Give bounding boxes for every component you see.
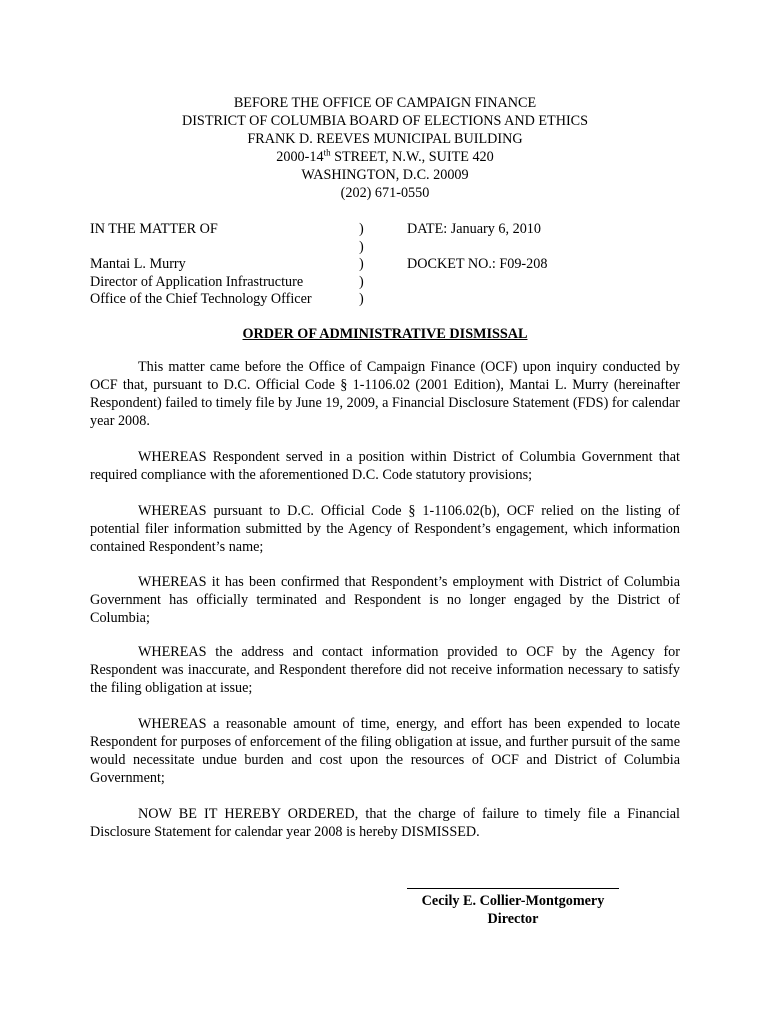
ordinal-suffix: th	[323, 147, 331, 158]
caption-details	[407, 220, 697, 273]
order-date: DATE: January 6, 2010	[407, 221, 541, 237]
header-line-4	[0, 148, 770, 166]
paragraph-text: This matter came before the Office of Campaign Finance (OCF) upon inquiry conducted by OCF that, pursuant to D.C. Official Code § 1-1106.02 (2001 Edition), Mantai L. Murry (hereinafter Respondent) failed to timely file by June 19, 2009, a Financial Disclosure Statement (FDS) for calendar year 2008.	[90, 359, 680, 429]
caption-bracket: )	[359, 291, 364, 307]
paragraph-text: WHEREAS a reasonable amount of time, energy, and effort has been expended to locate Respondent for purposes of enforcement of the filing obligation at issue, and further pursuit of the same would necessitate undue burden and cost upon the resources of OCF and District of Columbia Government;	[90, 716, 680, 786]
caption-bracket: )	[359, 221, 364, 237]
body-paragraph	[90, 358, 680, 430]
docket-number: DOCKET NO.: F09-208	[407, 256, 548, 272]
caption-bracket: )	[359, 273, 364, 290]
header-line-6: (202) 671-0550	[340, 185, 430, 201]
caption-line: Director of Application Infrastructure	[90, 273, 304, 290]
paragraph-text: WHEREAS Respondent served in a position within District of Columbia Government that required compliance with the aforementioned D.C. Code statutory provisions;	[90, 449, 680, 483]
signatory-title: Director	[487, 911, 539, 927]
body-paragraph	[90, 448, 680, 484]
caption-bracket: )	[359, 256, 364, 272]
paragraph-text: WHEREAS the address and contact information provided to OCF by the Agency for Respondent was inaccurate, and Respondent therefore did not receive information necessary to satisfy the filing obligation at issue;	[90, 644, 680, 696]
header-line-1: BEFORE THE OFFICE OF CAMPAIGN FINANCE	[233, 95, 537, 111]
caption-line: IN THE MATTER OF	[90, 221, 218, 237]
spacer	[407, 238, 697, 256]
header-line-2: DISTRICT OF COLUMBIA BOARD OF ELECTIONS AND ETHICS	[181, 113, 589, 129]
body-paragraph	[90, 715, 680, 787]
signature-line	[407, 888, 619, 889]
street-name: STREET, N.W., SUITE 420	[330, 149, 494, 165]
caption-bracket: )	[359, 238, 364, 255]
caption-brackets	[359, 220, 371, 308]
signature-block	[407, 888, 619, 928]
paragraph-text: WHEREAS it has been confirmed that Respondent’s employment with District of Columbia Government has officially terminated and Respondent is no longer engaged by the District of Columbia;	[90, 574, 680, 626]
caption-line: Office of the Chief Technology Officer	[90, 291, 312, 307]
header-line-5: WASHINGTON, D.C. 20009	[301, 167, 469, 183]
paragraph-text: WHEREAS pursuant to D.C. Official Code § 1-1106.02(b), OCF relied on the listing of potential filer information submitted by the Agency of Respondent’s engagement, which information contained Respondent’s name;	[90, 503, 680, 555]
body-paragraph	[90, 805, 680, 841]
street-number: 2000-14	[276, 149, 324, 165]
caption-parties	[90, 220, 350, 308]
body-paragraph	[90, 502, 680, 556]
header-line-3: FRANK D. REEVES MUNICIPAL BUILDING	[247, 131, 523, 147]
body-paragraph	[90, 643, 680, 697]
case-caption	[90, 220, 690, 310]
letterhead	[0, 94, 770, 202]
caption-line: Mantai L. Murry	[90, 256, 186, 272]
caption-line	[90, 238, 350, 256]
signatory-name: Cecily E. Collier-Montgomery	[421, 893, 605, 909]
paragraph-text: NOW BE IT HEREBY ORDERED, that the charge of failure to timely file a Financial Disclosure Statement for calendar year 2008 is hereby DISMISSED.	[90, 806, 680, 840]
order-title: ORDER OF ADMINISTRATIVE DISMISSAL	[242, 326, 528, 342]
body-paragraph	[90, 573, 680, 627]
